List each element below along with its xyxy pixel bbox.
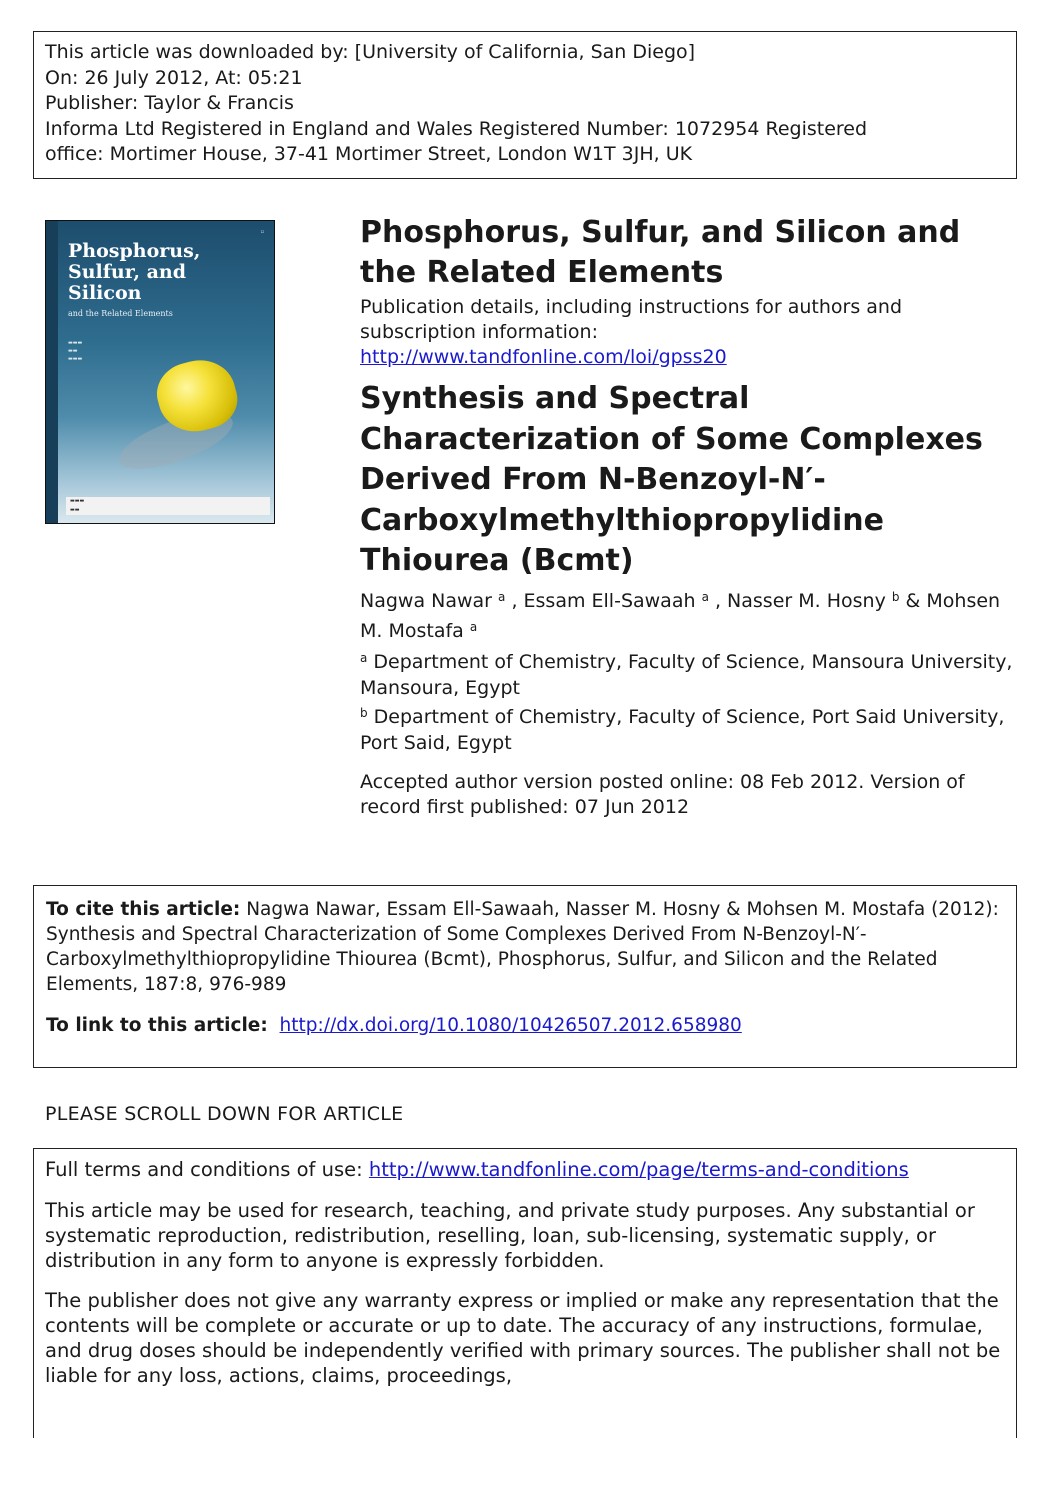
author-name: Nagwa Nawar xyxy=(360,589,492,612)
link-label: To link to this article: xyxy=(46,1015,268,1036)
cover-footer: ▬▬▬ ▬▬ xyxy=(66,497,270,515)
download-line: Publisher: Taylor & Francis xyxy=(45,92,294,114)
article-meta xyxy=(360,213,1020,821)
scroll-down-note: PLEASE SCROLL DOWN FOR ARTICLE xyxy=(45,1103,404,1125)
article-title: Synthesis and Spectral Characterization of Some Complexes Derived From N-Benzoyl-N′-Carboxylmethylthiopropylidine Thiourea (Bcmt) xyxy=(360,381,983,578)
download-line: Informa Ltd Registered in England and Wales Registered Number: 1072954 Registered xyxy=(45,117,868,140)
terms-paragraph: The publisher does not give any warranty express or implied or make any representation that the contents will be complete or accurate or up to date. The accuracy of any instructions, formulae, and drug doses should be independently verified with primary sources. The publisher shall not be liable for any loss, actions, claims, proceedings, xyxy=(45,1289,1001,1387)
cover-subtitle: and the Related Elements xyxy=(68,309,173,318)
terms-paragraph: This article may be used for research, teaching, and private study purposes. Any substantial or systematic reproduction, redistribution, reselling, loan, sub-licensing, systematic supply, or distribution in any form to anyone is expressly forbidden. xyxy=(45,1199,975,1272)
cite-label: To cite this article: xyxy=(46,899,241,920)
download-line: On: 26 July 2012, At: 05:21 xyxy=(45,66,303,89)
author-name: Essam Ell-Sawaah xyxy=(523,589,696,612)
cover-title: Phosphorus, Sulfur, and Silicon xyxy=(68,240,201,304)
author-list: Nagwa Nawar $^a$ , Essam Ell-Sawaah $^a$ , Nasser M. Hosny $^b$ & Mohsen M. Mostafa $^a$ xyxy=(360,589,1001,642)
affiliation: $^b$ Department of Chemistry, Faculty of Science, Port Said University, Port Said, Egypt xyxy=(360,705,1005,754)
link-to-article xyxy=(46,1013,1004,1038)
citation-box xyxy=(33,885,1017,1068)
download-line: This article was downloaded by: [University of California, San Diego] xyxy=(45,41,696,63)
cover-issn: ▫ xyxy=(260,229,264,235)
affiliation: $^a$ Department of Chemistry, Faculty of Science, Mansoura University, Mansoura, Egypt xyxy=(360,650,1013,699)
cover-spine xyxy=(46,221,58,523)
terms-link[interactable]: http://www.tandfonline.com/page/terms-and-conditions xyxy=(368,1158,909,1181)
journal-title: Phosphorus, Sulfur, and Silicon and the Related Elements xyxy=(360,215,961,290)
cite-text: Nagwa Nawar, Essam Ell-Sawaah, Nasser M. Hosny & Mohsen M. Mostafa (2012): Synthesis and Spectral Characterization of Some Complexes Derived From N-Benzoyl-N′-Carboxylmethylthiopropylidine Thiourea (Bcmt), Phosphorus, Sulfur, and Silicon and the Related Elements, 187:8, 976-989 xyxy=(46,899,999,995)
cover-small-print: ▬▬▬ ▬▬ ▬▬▬ xyxy=(68,340,83,362)
doi-link[interactable]: http://dx.doi.org/10.1080/10426507.2012.658980 xyxy=(279,1015,742,1036)
download-line: office: Mortimer House, 37-41 Mortimer Street, London W1T 3JH, UK xyxy=(45,143,693,165)
author-name: Mohsen M. Mostafa xyxy=(360,589,1001,642)
journal-cover-image xyxy=(45,220,275,524)
journal-link[interactable]: http://www.tandfonline.com/loi/gpss20 xyxy=(360,346,727,368)
terms-header: Full terms and conditions of use: http://www.tandfonline.com/page/terms-and-conditions xyxy=(45,1158,909,1181)
publication-dates: Accepted author version posted online: 08 Feb 2012. Version of record first published: 07 Jun 2012 xyxy=(360,770,965,818)
terms-box xyxy=(33,1148,1017,1438)
download-info-box xyxy=(33,31,1017,179)
cite-this-article xyxy=(46,897,1004,997)
publication-details: Publication details, including instructions for authors and subscription information: http://www.tandfonline.com/loi/gpss20 xyxy=(360,296,903,368)
author-name: Nasser M. Hosny xyxy=(727,589,886,612)
